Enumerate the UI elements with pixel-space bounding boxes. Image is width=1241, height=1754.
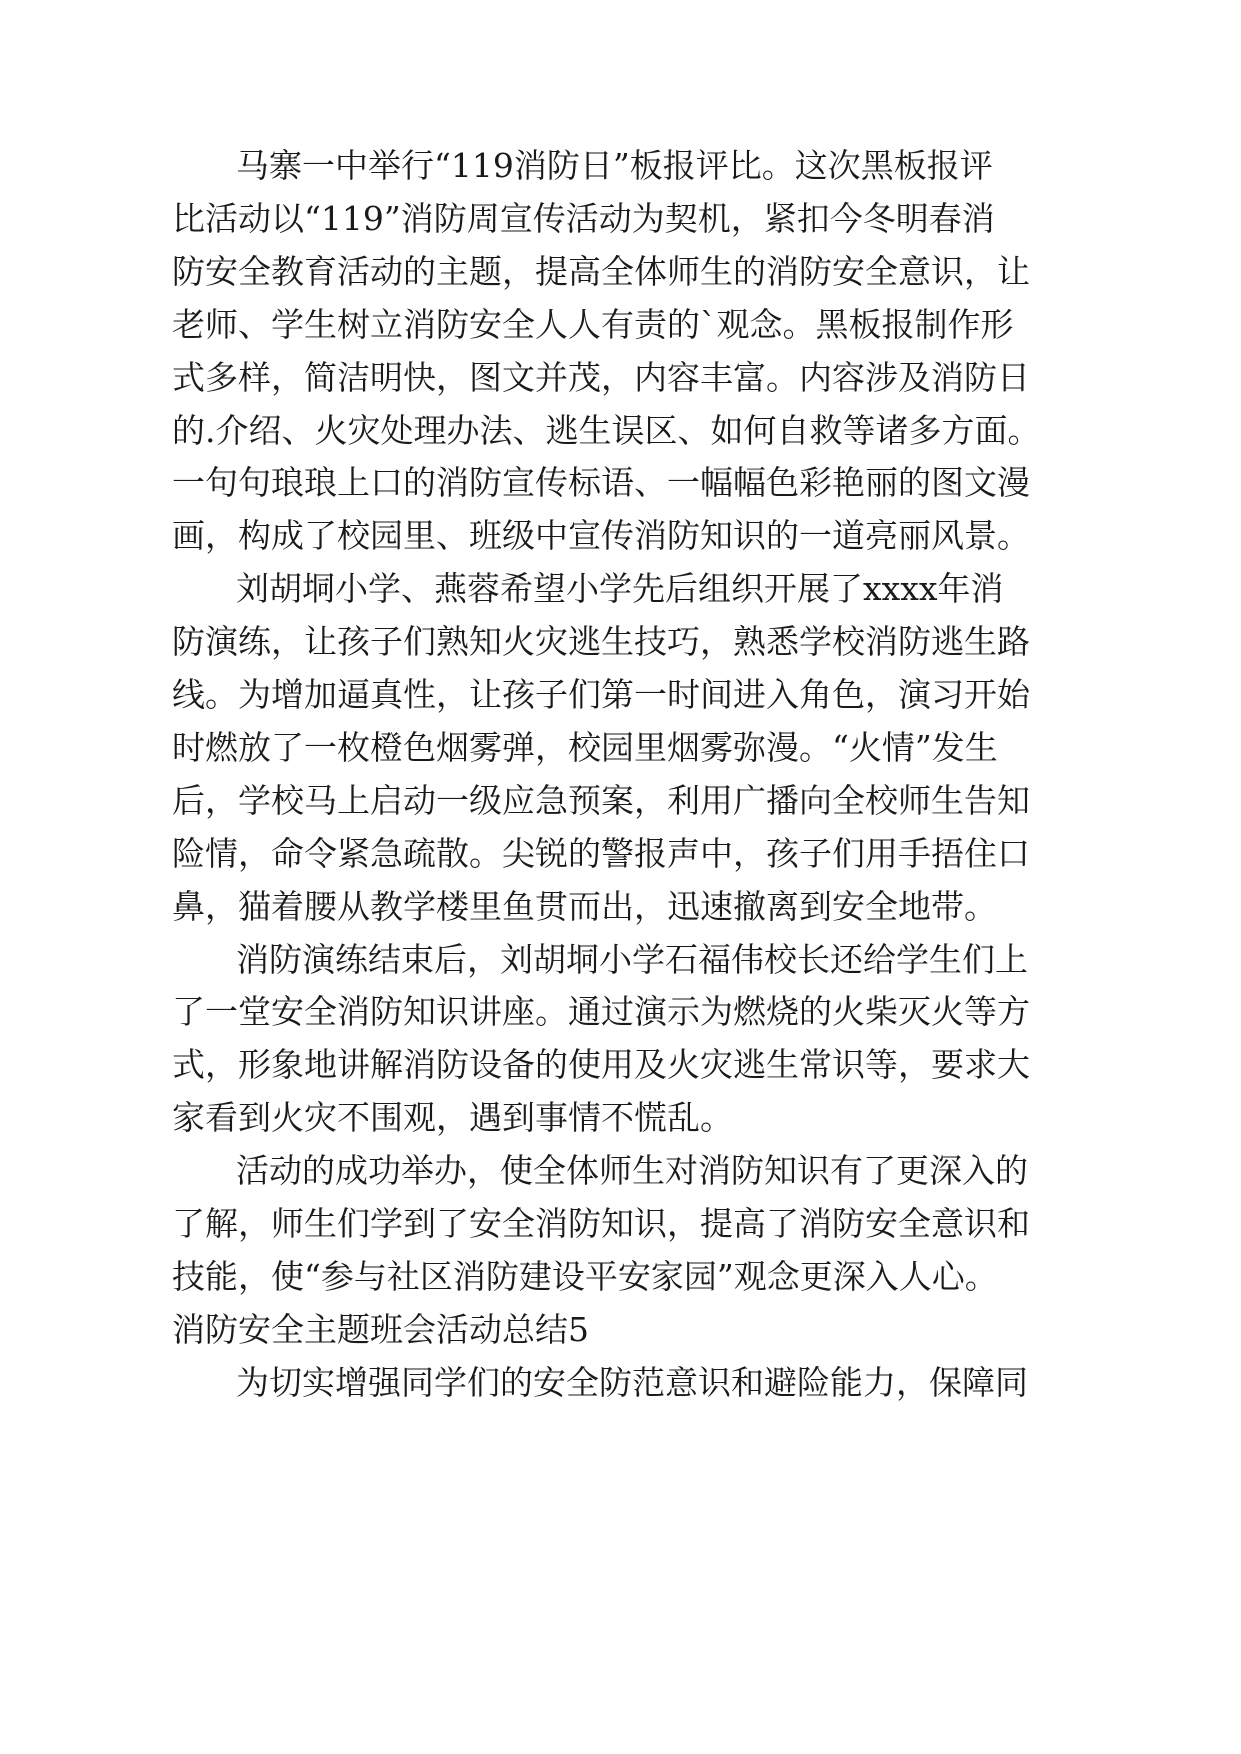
text-line: 的.介绍、火灾处理办法、逃生误区、如何自救等诸多方面。 bbox=[172, 411, 1041, 450]
paragraph-first-line: 消防演练结束后，刘胡垌小学石福伟校长还给学生们上 bbox=[236, 940, 1028, 979]
text-line: 老师、学生树立消防安全人人有责的`观念。黑板报制作形 bbox=[172, 305, 1014, 344]
text-line: 后，学校马上启动一级应急预案，利用广播向全校师生告知 bbox=[172, 781, 1030, 820]
paragraph-first-line: 为切实增强同学们的安全防范意识和避险能力，保障同 bbox=[236, 1363, 1028, 1402]
paragraph-first-line: 马寨一中举行“119消防日”板报评比。这次黑板报评 bbox=[236, 146, 993, 185]
text-line: 险情，命令紧急疏散。尖锐的警报声中，孩子们用手捂住口 bbox=[172, 834, 1030, 873]
paragraph-last-line: 画，构成了校园里、班级中宣传消防知识的一道亮丽风景。 bbox=[172, 516, 1030, 555]
text-line: 式多样，简洁明快，图文并茂，内容丰富。内容涉及消防日 bbox=[172, 358, 1030, 397]
text-line: 式，形象地讲解消防设备的使用及火灾逃生常识等，要求大 bbox=[172, 1045, 1030, 1084]
paragraph-last-line: 家看到火灾不围观，遇到事情不慌乱。 bbox=[172, 1098, 733, 1137]
paragraph-last-line: 鼻，猫着腰从教学楼里鱼贯而出，迅速撤离到安全地带。 bbox=[172, 887, 997, 926]
paragraph-first-line: 刘胡垌小学、燕蓉希望小学先后组织开展了xxxx年消 bbox=[236, 569, 1004, 608]
text-line: 线。为增加逼真性，让孩子们第一时间进入角色，演习开始 bbox=[172, 675, 1030, 714]
paragraph-first-line: 活动的成功举办，使全体师生对消防知识有了更深入的 bbox=[236, 1151, 1028, 1190]
text-line: 防演练，让孩子们熟知火灾逃生技巧，熟悉学校消防逃生路 bbox=[172, 622, 1030, 661]
text-line: 了解，师生们学到了安全消防知识，提高了消防安全意识和 bbox=[172, 1204, 1030, 1243]
text-line: 比活动以“119”消防周宣传活动为契机，紧扣今冬明春消 bbox=[172, 199, 995, 238]
text-line: 防安全教育活动的主题，提高全体师生的消防安全意识，让 bbox=[172, 252, 1030, 291]
text-line: 了一堂安全消防知识讲座。通过演示为燃烧的火柴灭火等方 bbox=[172, 992, 1030, 1031]
text-line: 一句句琅琅上口的消防宣传标语、一幅幅色彩艳丽的图文漫 bbox=[172, 463, 1030, 502]
paragraph-last-line: 消防安全主题班会活动总结5 bbox=[172, 1310, 589, 1349]
paragraph-last-line: 技能，使“参与社区消防建设平安家园”观念更深入人心。 bbox=[172, 1257, 998, 1296]
text-line: 时燃放了一枚橙色烟雾弹，校园里烟雾弥漫。“火情”发生 bbox=[172, 728, 998, 767]
